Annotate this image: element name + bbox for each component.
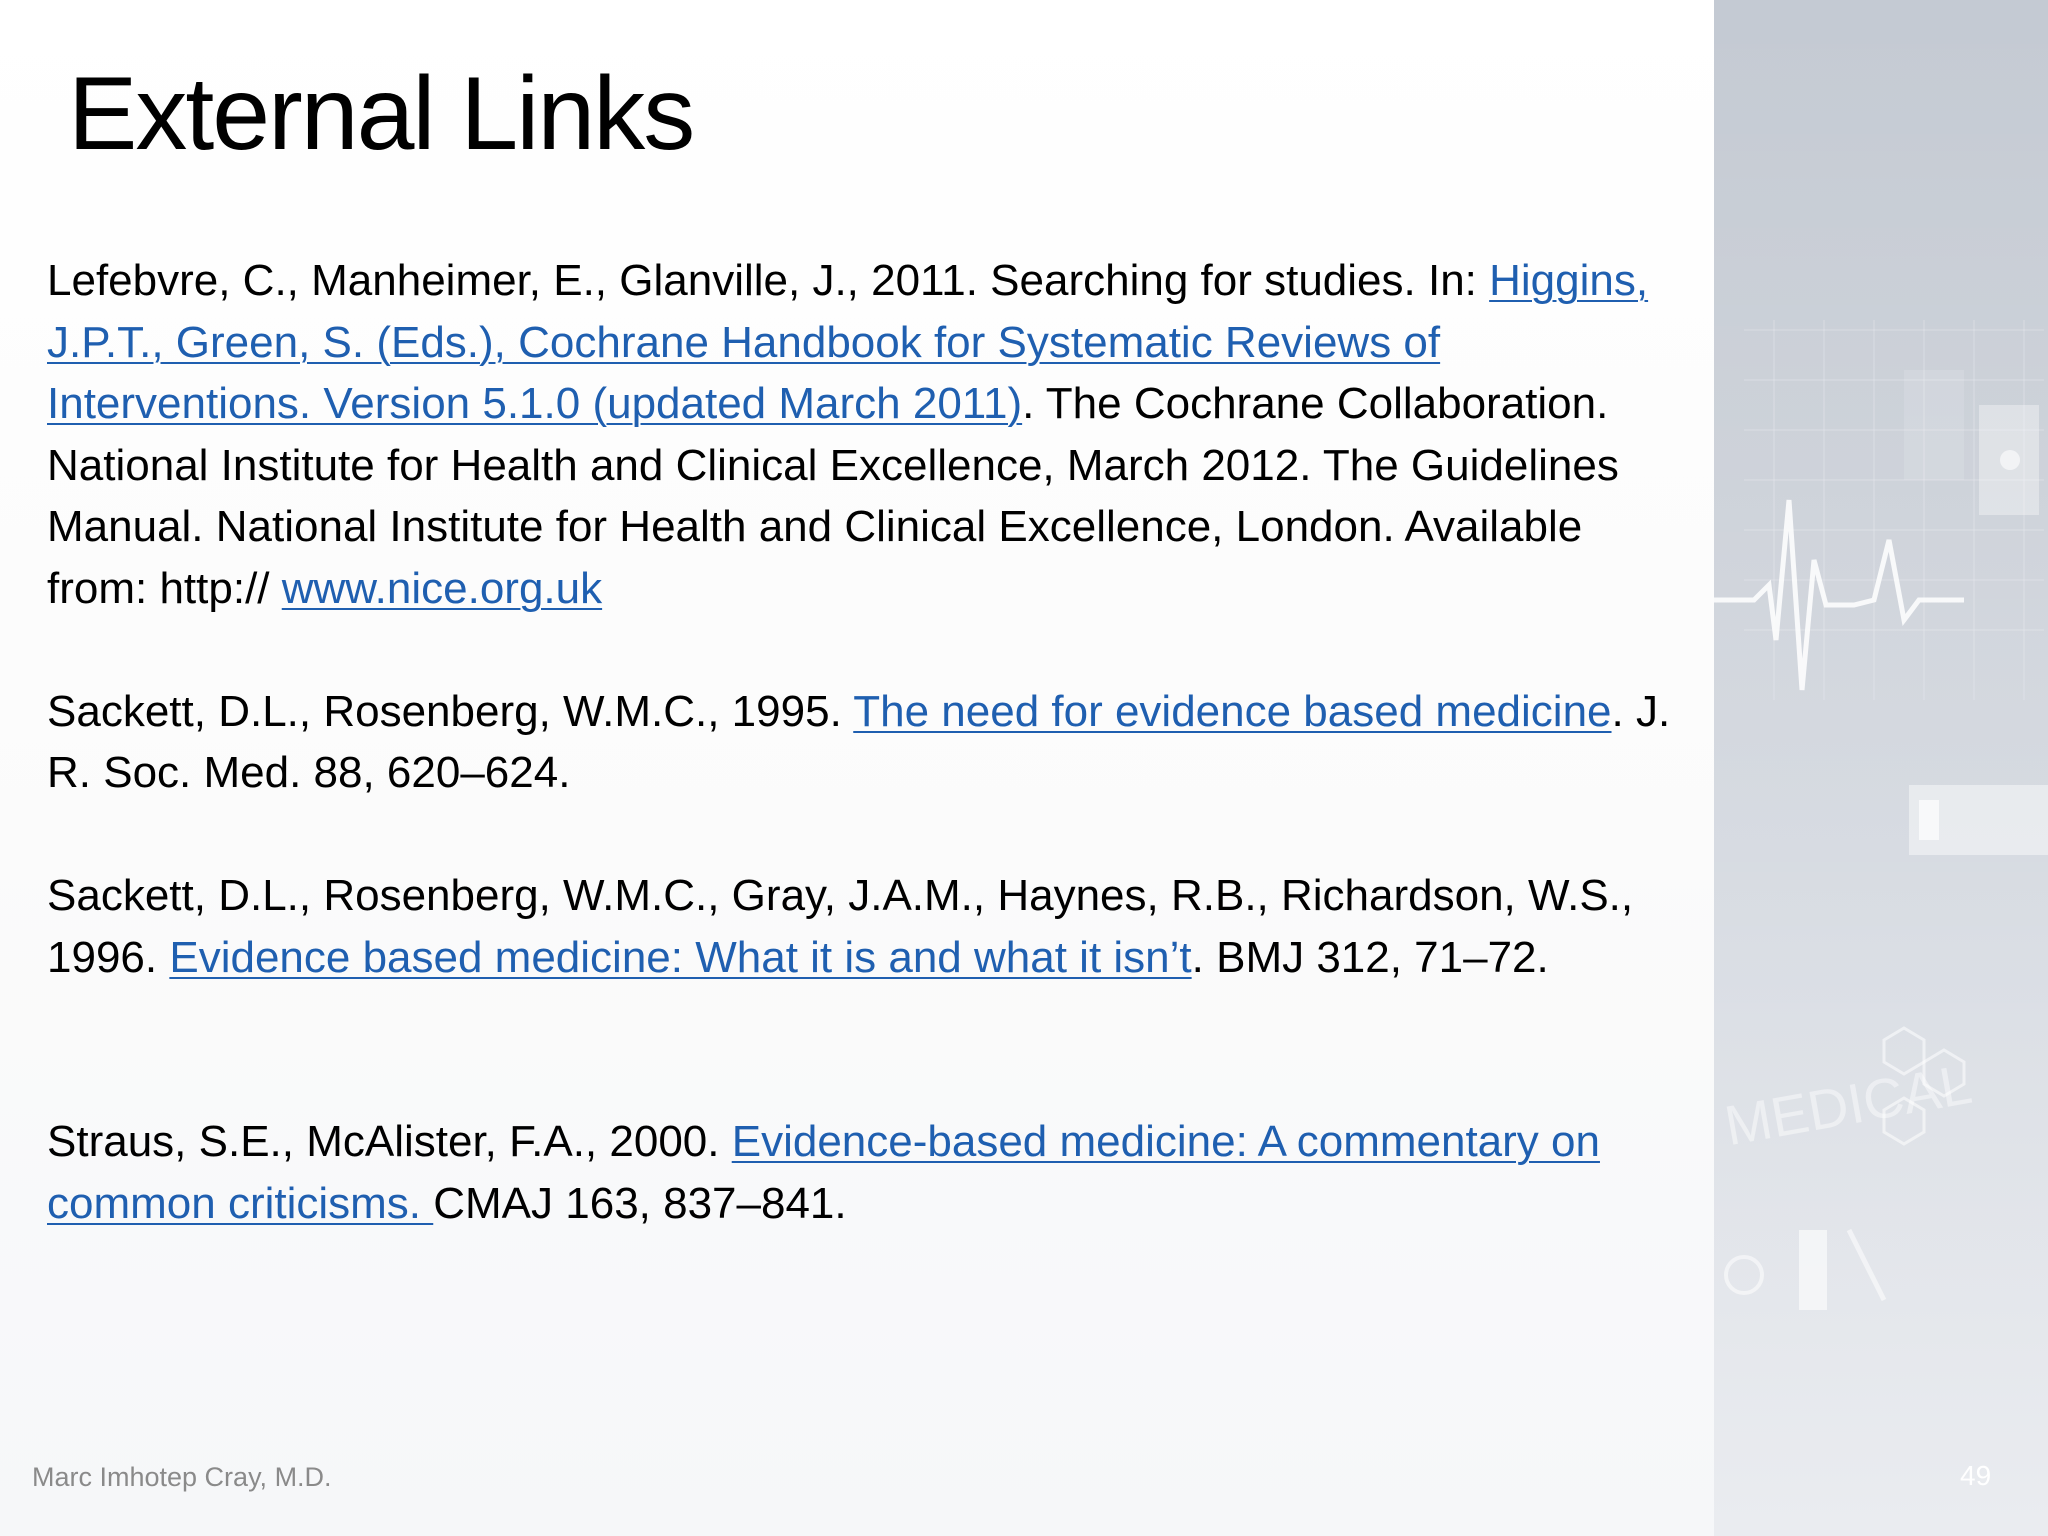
decorative-side-panel — [1714, 0, 2048, 1536]
reference-link-cochrane-handbook[interactable]: Higgins, J.P.T., Green, S. (Eds.), Cochrane Handbook for Systematic Reviews of Interventions. Version 5.1.0 (updated March 2011) — [47, 256, 1649, 428]
reference-text: Lefebvre, C., Manheimer, E., Glanville, J., 2011. Searching for studies. In: — [47, 256, 1490, 305]
reference-list — [47, 250, 1687, 1234]
reference-text: Sackett, D.L., Rosenberg, W.M.C., Gray, J.A.M., Haynes, R.B., Richardson, W.S., 1996. — [47, 871, 1634, 982]
reference-link-ebm-what-it-is[interactable]: Evidence based medicine: What it is and what it isn’t — [169, 932, 1192, 982]
footer-author: Marc Imhotep Cray, M.D. — [32, 1462, 332, 1492]
reference-item — [47, 681, 1687, 804]
reference-text: Sackett, D.L., Rosenberg, W.M.C., 1995. — [47, 686, 854, 736]
reference-item — [47, 865, 1687, 988]
reference-item — [47, 250, 1687, 619]
reference-item — [47, 1111, 1687, 1234]
reference-text: CMAJ 163, 837–841. — [433, 1178, 847, 1228]
reference-text: Straus, S.E., McAlister, F.A., 2000. — [47, 1117, 732, 1166]
reference-link-ebm-commentary[interactable]: Evidence-based medicine: A commentary on common criticisms. — [47, 1117, 1600, 1228]
reference-text: . The Cochrane Collaboration. National Institute for Health and Clinical Excellence, March 2012. The Guidelines Manual. National Institute for Health and Clinical Excellence, London. Available from: http:// — [47, 379, 1619, 613]
reference-text: . J. R. Soc. Med. 88, 620–624. — [47, 686, 1671, 797]
reference-link-need-for-ebm[interactable]: The need for evidence based medicine — [853, 686, 1612, 736]
reference-link-nice[interactable]: www.nice.org.uk — [281, 563, 603, 613]
reference-text: . BMJ 312, 71–72. — [1191, 932, 1549, 982]
page-number: 49 — [1960, 1460, 1992, 1491]
medical-background-graphic — [1714, 0, 2048, 1536]
slide-title: External Links — [68, 56, 694, 172]
